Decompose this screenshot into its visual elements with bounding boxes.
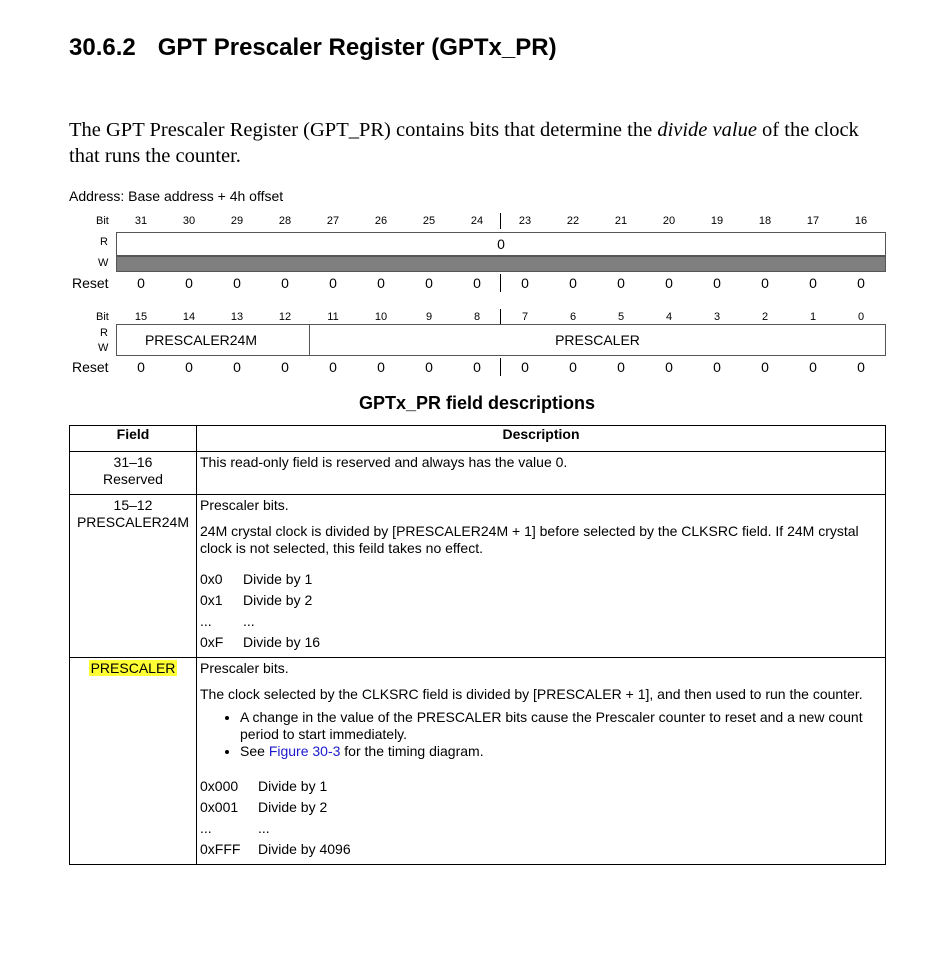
value-key: 0x001 [200, 799, 239, 815]
bit-number: 23 [518, 215, 532, 227]
value-key: 0xFFF [200, 841, 241, 857]
field-cell-prescaler [309, 324, 886, 356]
table-row [70, 658, 886, 865]
reset-value: 0 [569, 275, 577, 291]
field-cell [70, 658, 197, 865]
reset-label-upper: Reset [72, 275, 109, 291]
reset-value: 0 [473, 359, 481, 375]
description-cell [197, 495, 886, 658]
intro-text: The GPT Prescaler Register (GPT_PR) contains bits that determine the [69, 119, 658, 141]
reset-value: 0 [809, 359, 817, 375]
reset-value: 0 [233, 275, 241, 291]
field-bits: 31–16 [113, 454, 153, 470]
value-meaning: ... [243, 613, 255, 629]
reset-value: 0 [617, 275, 625, 291]
bit-label: Bit [96, 215, 109, 227]
reset-value: 0 [281, 275, 289, 291]
field-name-prescaler24m: PRESCALER24M [144, 332, 258, 348]
value-key: ... [200, 820, 212, 836]
bit-number: 1 [809, 311, 817, 323]
reset-value: 0 [281, 359, 289, 375]
bit-number: 21 [614, 215, 628, 227]
bit-number: 27 [326, 215, 340, 227]
value-meaning: Divide by 1 [243, 571, 313, 587]
reset-divider-lower [500, 358, 501, 376]
bit-number: 17 [806, 215, 820, 227]
value-meaning: ... [258, 820, 270, 836]
bit-number: 16 [854, 215, 868, 227]
field-name: PRESCALER24M [76, 514, 190, 530]
description-cell [197, 658, 886, 865]
value-key: 0x1 [200, 592, 223, 608]
description-text: 24M crystal clock is divided by [PRESCALER24M + 1] before selected by the CLKSRC field. If 24M crystal clock is not selected, this feild takes no effect. [200, 523, 859, 556]
read-label: R [100, 236, 108, 248]
write-label: W [98, 257, 109, 269]
reset-value: 0 [377, 359, 385, 375]
upper-write-cell [116, 256, 886, 272]
value-row [200, 590, 879, 611]
table-row [70, 495, 886, 658]
value-meaning: Divide by 4096 [258, 841, 351, 857]
upper-read-value: 0 [497, 236, 505, 252]
bit-number: 5 [617, 311, 625, 323]
read-label-lower: R [100, 327, 108, 339]
bit-number: 29 [230, 215, 244, 227]
reset-value: 0 [761, 359, 769, 375]
bit-number: 8 [473, 311, 481, 323]
bit-number: 19 [710, 215, 724, 227]
reset-value: 0 [233, 359, 241, 375]
bit-number: 31 [134, 215, 148, 227]
field-name-highlighted: PRESCALER [90, 660, 176, 676]
header-description: Description [197, 426, 886, 452]
figure-link[interactable]: Figure 30-3 [268, 743, 341, 759]
field-name: Reserved [103, 471, 163, 487]
reset-value: 0 [185, 359, 193, 375]
bit-number: 20 [662, 215, 676, 227]
bullet-text: for the timing diagram. [340, 743, 484, 759]
description-text: Prescaler bits. [200, 497, 289, 513]
reset-value: 0 [665, 275, 673, 291]
table-row [70, 452, 886, 495]
value-meaning: Divide by 2 [258, 799, 328, 815]
bit-number: 10 [374, 311, 388, 323]
bullet-item: • A change in the value of the PRESCALER bits cause the Prescaler counter to reset and a new count period to start immediately. [240, 709, 879, 743]
table-title: GPTx_PR field descriptions [358, 393, 596, 413]
value-key: 0xF [200, 634, 224, 650]
field-cell [70, 495, 197, 658]
value-row [200, 797, 879, 818]
bit-number: 3 [713, 311, 721, 323]
header-field: Field [70, 426, 197, 452]
field-cell [70, 452, 197, 495]
reset-value: 0 [569, 359, 577, 375]
register-address: Address: Base address + 4h offset [69, 188, 284, 204]
description-text: Prescaler bits. [200, 660, 289, 676]
section-heading [69, 34, 557, 62]
bit-number: 25 [422, 215, 436, 227]
reset-value: 0 [137, 359, 145, 375]
write-label-lower: W [98, 342, 109, 354]
bullet-list [200, 709, 879, 760]
reset-value: 0 [713, 275, 721, 291]
bit-number: 7 [521, 311, 529, 323]
field-bits: 15–12 [113, 497, 153, 513]
byte-divider [500, 213, 501, 229]
bit-number: 24 [470, 215, 484, 227]
value-row [200, 839, 879, 860]
value-row [200, 611, 879, 632]
reset-value: 0 [137, 275, 145, 291]
byte-divider-lower [500, 309, 501, 325]
section-number: 30.6.2 [69, 34, 136, 61]
reset-value: 0 [857, 275, 865, 291]
value-key: ... [200, 613, 212, 629]
value-meaning: Divide by 16 [243, 634, 321, 650]
value-meaning: Divide by 2 [243, 592, 313, 608]
bit-number: 4 [665, 311, 673, 323]
reset-value: 0 [521, 359, 529, 375]
reset-value: 0 [329, 275, 337, 291]
reset-value: 0 [521, 275, 529, 291]
value-row [200, 569, 879, 590]
bit-number: 15 [134, 311, 148, 323]
reset-label-lower: Reset [72, 359, 109, 375]
reset-value: 0 [761, 275, 769, 291]
intro-text-end: of the clock that runs the counter. [69, 119, 859, 167]
field-cell-prescaler24m [116, 324, 310, 356]
description-cell [197, 452, 886, 495]
bit-number: 2 [761, 311, 769, 323]
reset-value: 0 [377, 275, 385, 291]
value-meaning: Divide by 1 [258, 778, 328, 794]
field-descriptions-table [69, 425, 886, 865]
bit-label-lower: Bit [96, 311, 109, 323]
intro-emphasis: divide value [657, 119, 757, 141]
value-row [200, 776, 879, 797]
bit-number: 0 [857, 311, 865, 323]
bullet-item [240, 743, 879, 760]
reset-value: 0 [713, 359, 721, 375]
value-key: 0x0 [200, 571, 223, 587]
bit-number: 26 [374, 215, 388, 227]
reset-value: 0 [329, 359, 337, 375]
bit-number: 22 [566, 215, 580, 227]
description-text: This read-only field is reserved and always has the value 0. [200, 454, 568, 470]
reset-value: 0 [665, 359, 673, 375]
reset-value: 0 [425, 275, 433, 291]
bit-number: 28 [278, 215, 292, 227]
reset-value: 0 [809, 275, 817, 291]
table-header-row [70, 426, 886, 452]
reset-value: 0 [185, 275, 193, 291]
value-row [200, 818, 879, 839]
section-title: GPT Prescaler Register (GPTx_PR) [157, 34, 557, 61]
bit-number: 11 [327, 311, 339, 323]
bit-number: 9 [425, 311, 433, 323]
bit-number: 13 [230, 311, 244, 323]
value-row [200, 632, 879, 653]
reset-divider-upper [500, 274, 501, 292]
bit-number: 30 [182, 215, 196, 227]
upper-read-cell [116, 232, 886, 256]
bullet-text: See [240, 743, 269, 759]
bit-number: 14 [182, 311, 196, 323]
bit-number: 18 [758, 215, 772, 227]
reset-value: 0 [473, 275, 481, 291]
reset-value: 0 [857, 359, 865, 375]
bit-number: 12 [278, 311, 292, 323]
description-text: The clock selected by the CLKSRC field is divided by [PRESCALER + 1], and then used to run the counter. [200, 686, 863, 702]
bit-number: 6 [569, 311, 577, 323]
value-key: 0x000 [200, 778, 239, 794]
intro-paragraph [69, 117, 869, 169]
field-name-prescaler: PRESCALER [555, 332, 640, 348]
reset-value: 0 [425, 359, 433, 375]
reset-value: 0 [617, 359, 625, 375]
